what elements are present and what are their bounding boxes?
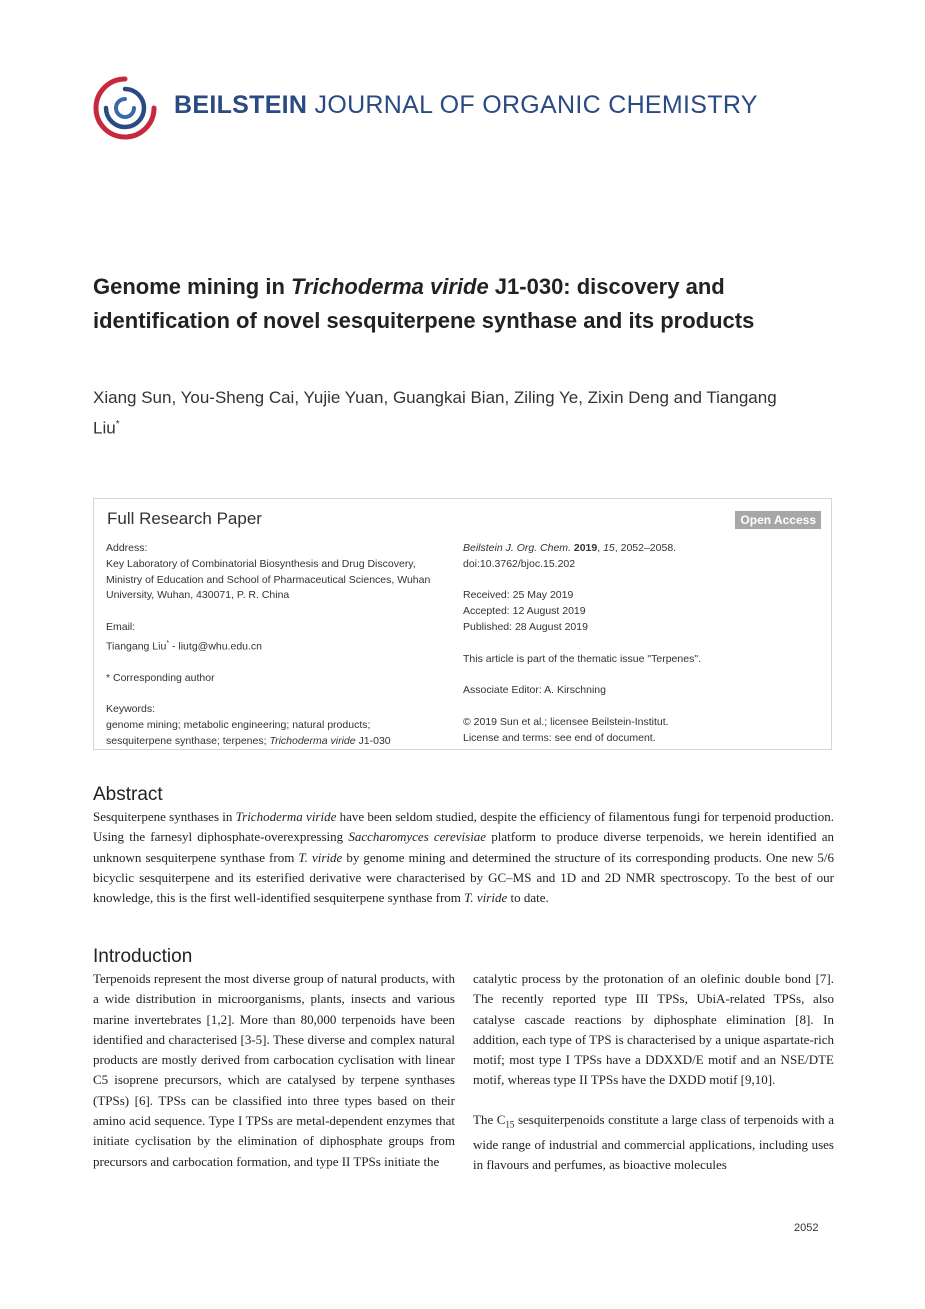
received-date: Received: 25 May 2019 <box>463 589 574 602</box>
journal-name: BEILSTEIN JOURNAL OF ORGANIC CHEMISTRY <box>174 91 758 119</box>
article-type: Full Research Paper <box>107 509 262 528</box>
page-number: 2052 <box>794 1222 819 1234</box>
license-line: License and terms: see end of document. <box>463 731 656 744</box>
email-label: Email: <box>106 620 136 633</box>
email-line[interactable]: Tiangang Liu* - liutg@whu.edu.cn <box>106 639 263 653</box>
introduction-left-column <box>93 969 455 1172</box>
corresponding-author-note: * Corresponding author <box>106 671 215 684</box>
introduction-paragraph: The $C_{15}$ sesquiterpenoids constitute a large class of terpenoids with a wide range of industrial and commercial applications, including uses in flavours and perfumes, as bioactive molecules <box>473 1111 834 1172</box>
abstract-heading: Abstract <box>93 784 163 805</box>
info-left-column <box>106 541 451 750</box>
abstract-text: Sesquiterpene synthases in Trichoderma viride have been seldom studied, despite the efficiency of filamentous fungi for terpenoid production. Using the farnesyl diphosphate-overexpressing Saccharomyces cerevisiae platform to produce diverse terpenoids, we herein identified an unknown sesquiterpene synthase from T. viride by genome mining and determined the structure of its corresponding products. One new 5/6 bicyclic sesquiterpene and its esterified derivative were characterised by GC–MS and 1D and 2D NMR spectroscopy. To the best of our knowledge, this is the first well-identified sesquiterpene synthase from T. viride to date. <box>93 809 834 906</box>
journal-logo-icon <box>93 76 157 140</box>
doi-link[interactable]: doi:10.3762/bjoc.15.202 <box>463 557 576 570</box>
citation: Beilstein J. Org. Chem. 2019, 15, 2052–2058. <box>463 542 677 554</box>
info-right-column <box>463 541 823 746</box>
accepted-date: Accepted: 12 August 2019 <box>463 605 586 618</box>
address-line: Key Laboratory of Combinatorial Biosynthesis and Drug Discovery, <box>106 557 416 570</box>
introduction-paragraph: Terpenoids represent the most diverse group of natural products, with a wide distribution in microorganisms, plants, insects and various marine invertebrates [1,2]. More than 80,000 terpenoids have been identified and characterised [3-5]. These diverse and complex natural products are mostly derived from carbocation cyclisation with linear C5 isoprene precursors, which are catalysed by terpene synthases (TPSs) [6]. TPSs can be classified into three types based on their amino acid sequence. Type I TPSs are metal-dependent enzymes that initiate cyclisation by the elimination of diphosphate groups from precursors and carbocation formation, and type II TPSs initiate the <box>93 971 455 1169</box>
published-date: Published: 28 August 2019 <box>463 620 588 633</box>
article-title: Genome mining in Trichoderma viride J1-030: discovery and identification of novel sesquiterpene synthase and its products <box>93 274 755 333</box>
open-access-badge: Open Access <box>735 511 821 529</box>
introduction-paragraph: catalytic process by the protonation of an olefinic double bond [7]. The recently reported type III TPSs, UbiA-related TPSs, also catalyse cascade reactions by diphosphate elimination [8]. In addition, each type of TPS is characterised by a unique aspartate-rich motif; most type I TPSs have a DDXXD/E motif and an NSE/DTE motif, whereas type II TPSs have the DXDD motif [9,10]. <box>473 971 834 1088</box>
keywords-label: Keywords: <box>106 703 156 716</box>
thematic-issue-note: This article is part of the thematic issue "Terpenes". <box>463 652 701 665</box>
introduction-heading: Introduction <box>93 946 193 967</box>
keywords-line: sesquiterpene synthase; terpenes; Trichoderma viride J1-030 <box>106 735 391 748</box>
introduction-right-column <box>473 969 834 1175</box>
address-label: Address: <box>106 542 148 554</box>
associate-editor: Associate Editor: A. Kirschning <box>463 684 606 697</box>
address-line: University, Wuhan, 430071, P. R. China <box>106 589 290 602</box>
copyright-line: © 2019 Sun et al.; licensee Beilstein-Institut. <box>463 715 669 728</box>
keywords-line: genome mining; metabolic engineering; natural products; <box>106 719 371 732</box>
address-line: Ministry of Education and School of Pharmaceutical Sciences, Wuhan <box>106 573 431 586</box>
author-list: Xiang Sun, You-Sheng Cai, Yujie Yuan, Guangkai Bian, Ziling Ye, Zixin Deng and Tiangang Liu* <box>93 388 777 438</box>
article-info-box <box>93 498 832 750</box>
